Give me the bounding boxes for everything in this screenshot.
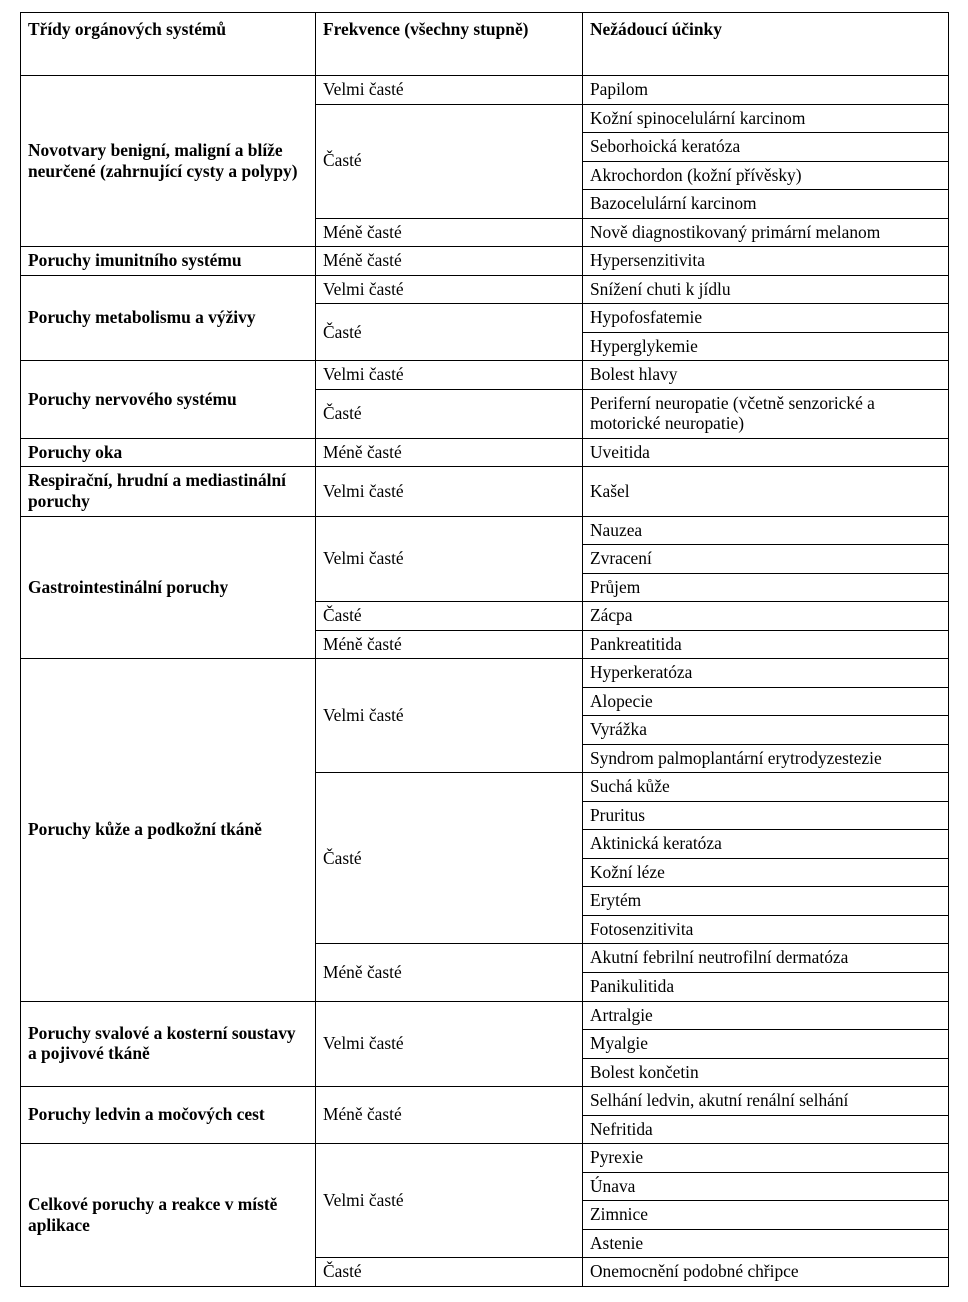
table-header — [21, 13, 949, 76]
organ-system-class-cell: Poruchy ledvin a močových cest — [21, 1087, 316, 1144]
organ-system-class-cell: Gastrointestinální poruchy — [21, 516, 316, 659]
adverse-effect-cell: Únava — [583, 1172, 949, 1201]
adverse-effect-cell: Syndrom palmoplantární erytrodyzestezie — [583, 744, 949, 773]
frequency-cell: Velmi časté — [316, 467, 583, 516]
header-organ-system-class: Třídy orgánových systémů — [21, 13, 316, 76]
frequency-cell: Méně časté — [316, 944, 583, 1001]
adverse-effect-cell: Nauzea — [583, 516, 949, 545]
adverse-effect-cell: Pyrexie — [583, 1144, 949, 1173]
header-frequency: Frekvence (všechny stupně) — [316, 13, 583, 76]
adverse-effect-cell: Kožní léze — [583, 858, 949, 887]
adverse-effect-cell: Akrochordon (kožní přívěsky) — [583, 161, 949, 190]
frequency-cell: Méně časté — [316, 438, 583, 467]
adverse-effect-cell: Artralgie — [583, 1001, 949, 1030]
adverse-effect-cell: Periferní neuropatie (včetně senzorické a motorické neuropatie) — [583, 389, 949, 438]
adverse-effects-table — [20, 12, 949, 1287]
frequency-cell: Časté — [316, 389, 583, 438]
adverse-effect-cell: Průjem — [583, 573, 949, 602]
adverse-effect-cell: Onemocnění podobné chřipce — [583, 1258, 949, 1287]
frequency-cell: Méně časté — [316, 247, 583, 276]
adverse-effect-cell: Pankreatitida — [583, 630, 949, 659]
frequency-cell: Méně časté — [316, 630, 583, 659]
table-row — [21, 1144, 949, 1173]
adverse-effect-cell: Astenie — [583, 1229, 949, 1258]
adverse-effect-cell: Aktinická keratóza — [583, 830, 949, 859]
adverse-effect-cell: Fotosenzitivita — [583, 915, 949, 944]
organ-system-class-cell: Poruchy imunitního systému — [21, 247, 316, 276]
adverse-effect-cell: Myalgie — [583, 1030, 949, 1059]
adverse-effect-cell: Hyperkeratóza — [583, 659, 949, 688]
adverse-effect-cell: Bolest hlavy — [583, 361, 949, 390]
frequency-cell: Velmi časté — [316, 659, 583, 773]
frequency-cell: Méně časté — [316, 1087, 583, 1144]
frequency-cell: Velmi časté — [316, 516, 583, 602]
frequency-cell: Časté — [316, 1258, 583, 1287]
adverse-effect-cell: Kašel — [583, 467, 949, 516]
adverse-effect-cell: Papilom — [583, 76, 949, 105]
adverse-effect-cell: Nově diagnostikovaný primární melanom — [583, 218, 949, 247]
organ-system-class-cell: Poruchy nervového systému — [21, 361, 316, 439]
table-row — [21, 438, 949, 467]
table-row — [21, 1087, 949, 1116]
organ-system-class-cell: Respirační, hrudní a mediastinální poruchy — [21, 467, 316, 516]
adverse-effect-cell: Hypersenzitivita — [583, 247, 949, 276]
adverse-effect-cell: Selhání ledvin, akutní renální selhání — [583, 1087, 949, 1116]
adverse-effect-cell: Zvracení — [583, 545, 949, 574]
adverse-effect-cell: Alopecie — [583, 687, 949, 716]
table-row — [21, 516, 949, 545]
adverse-effect-cell: Nefritida — [583, 1115, 949, 1144]
frequency-cell: Časté — [316, 104, 583, 218]
adverse-effect-cell: Akutní febrilní neutrofilní dermatóza — [583, 944, 949, 973]
adverse-effect-cell: Bazocelulární karcinom — [583, 190, 949, 219]
table-row — [21, 275, 949, 304]
adverse-effect-cell: Panikulitida — [583, 973, 949, 1002]
adverse-effect-cell: Zimnice — [583, 1201, 949, 1230]
adverse-effect-cell: Hyperglykemie — [583, 332, 949, 361]
organ-system-class-cell: Poruchy oka — [21, 438, 316, 467]
table-row — [21, 76, 949, 105]
organ-system-class-cell: Poruchy kůže a podkožní tkáně — [21, 659, 316, 1001]
frequency-cell: Méně časté — [316, 218, 583, 247]
adverse-effect-cell: Hypofosfatemie — [583, 304, 949, 333]
frequency-cell: Velmi časté — [316, 275, 583, 304]
table-row — [21, 467, 949, 516]
frequency-cell: Časté — [316, 773, 583, 944]
header-adverse-effects: Nežádoucí účinky — [583, 13, 949, 76]
adverse-effect-cell: Snížení chuti k jídlu — [583, 275, 949, 304]
organ-system-class-cell: Novotvary benigní, maligní a blíže neurčené (zahrnující cysty a polypy) — [21, 76, 316, 247]
frequency-cell: Velmi časté — [316, 1144, 583, 1258]
organ-system-class-cell: Celkové poruchy a reakce v místě aplikace — [21, 1144, 316, 1287]
adverse-effect-cell: Kožní spinocelulární karcinom — [583, 104, 949, 133]
frequency-cell: Velmi časté — [316, 1001, 583, 1087]
table-row — [21, 361, 949, 390]
adverse-effect-cell: Bolest končetin — [583, 1058, 949, 1087]
table-row — [21, 247, 949, 276]
header-row — [21, 13, 949, 76]
adverse-effect-cell: Seborhoická keratóza — [583, 133, 949, 162]
frequency-cell: Velmi časté — [316, 76, 583, 105]
frequency-cell: Časté — [316, 304, 583, 361]
adverse-effect-cell: Vyrážka — [583, 716, 949, 745]
adverse-effect-cell: Suchá kůže — [583, 773, 949, 802]
organ-system-class-cell: Poruchy svalové a kosterní soustavy a pojivové tkáně — [21, 1001, 316, 1087]
frequency-cell: Velmi časté — [316, 361, 583, 390]
frequency-cell: Časté — [316, 602, 583, 631]
table-row — [21, 1001, 949, 1030]
adverse-effect-cell: Zácpa — [583, 602, 949, 631]
adverse-effect-cell: Pruritus — [583, 801, 949, 830]
adverse-effect-cell: Erytém — [583, 887, 949, 916]
organ-system-class-cell: Poruchy metabolismu a výživy — [21, 275, 316, 361]
table-row — [21, 659, 949, 688]
adverse-effect-cell: Uveitida — [583, 438, 949, 467]
table-body — [21, 76, 949, 1287]
